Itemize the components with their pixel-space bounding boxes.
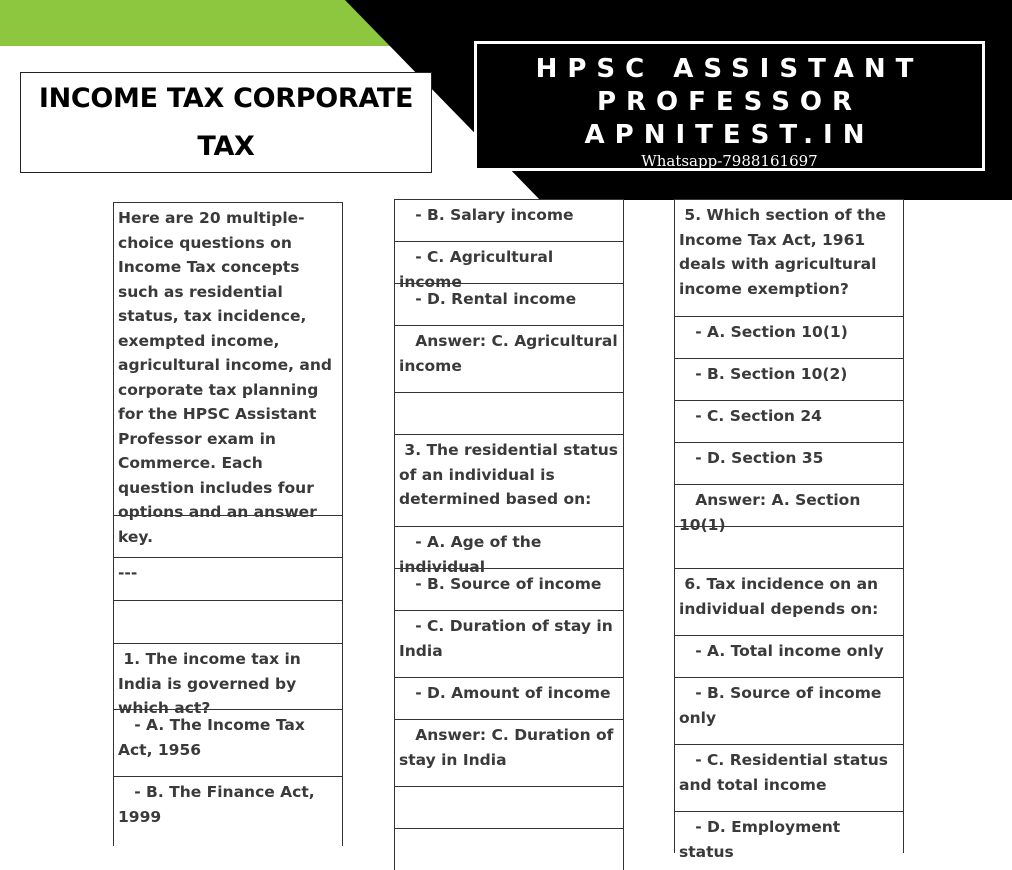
question-5-answer: Answer: A. Section 10(1): [674, 484, 904, 526]
question-5-option-a: - A. Section 10(1): [674, 316, 904, 358]
question-1-option-b: - B. The Finance Act, 1999: [113, 776, 343, 846]
empty-cell: [394, 828, 624, 870]
question-1: 1. The income tax in India is governed by which act?: [113, 643, 343, 709]
question-3-answer: Answer: C. Duration of stay in India: [394, 719, 624, 786]
question-6-option-a: - A. Total income only: [674, 635, 904, 677]
column-3: [674, 199, 904, 861]
question-3: 3. The residential status of an individual is determined based on:: [394, 434, 624, 526]
document-title-text: [39, 75, 413, 171]
brand-line-1: HPSC ASSISTANT: [535, 54, 924, 84]
column-1: [113, 202, 343, 846]
question-6: 6. Tax incidence on an individual depends on:: [674, 568, 904, 635]
question-5-option-b: - B. Section 10(2): [674, 358, 904, 400]
document-title: [20, 72, 432, 173]
question-6-option-b: - B. Source of income only: [674, 677, 904, 744]
question-3-option-a: - A. Age of the individual: [394, 526, 624, 568]
question-5: 5. Which section of the Income Tax Act, 1961 deals with agricultural income exemption?: [674, 199, 904, 316]
question-6-option-d: - D. Employment status: [674, 811, 904, 853]
empty-cell: [394, 786, 624, 828]
question-2-option-d: - D. Rental income: [394, 283, 624, 325]
empty-cell: [394, 392, 624, 434]
brand-line-2: PROFESSOR: [596, 87, 863, 117]
question-2-answer: Answer: C. Agricultural income: [394, 325, 624, 392]
empty-cell: [113, 600, 343, 643]
whatsapp-number: Whatsapp-7988161697: [641, 152, 818, 170]
question-3-option-c: - C. Duration of stay in India: [394, 610, 624, 677]
question-6-option-c: - C. Residential status and total income: [674, 744, 904, 811]
title-line-1: INCOME TAX CORPORATE: [38, 82, 414, 114]
brand-box: [474, 41, 985, 171]
column-2: [394, 199, 624, 870]
question-3-option-d: - D. Amount of income: [394, 677, 624, 719]
title-line-2: TAX: [197, 130, 255, 162]
question-1-option-a: - A. The Income Tax Act, 1956: [113, 709, 343, 776]
question-5-option-d: - D. Section 35: [674, 442, 904, 484]
intro-cell: Here are 20 multiple-choice questions on Income Tax concepts such as residential status, tax incidence, exempted income, agricultural income, and corporate tax planning for the HPSC Assistant Professor exam in Commerce. Each question includes four options and an answer key.: [113, 202, 343, 515]
brand-line-3: APNITEST.IN: [584, 120, 875, 150]
question-3-option-b: - B. Source of income: [394, 568, 624, 610]
question-5-option-c: - C. Section 24: [674, 400, 904, 442]
question-2-option-c: - C. Agricultural income: [394, 241, 624, 283]
question-2-option-b: - B. Salary income: [394, 199, 624, 241]
separator-cell: ---: [113, 557, 343, 600]
